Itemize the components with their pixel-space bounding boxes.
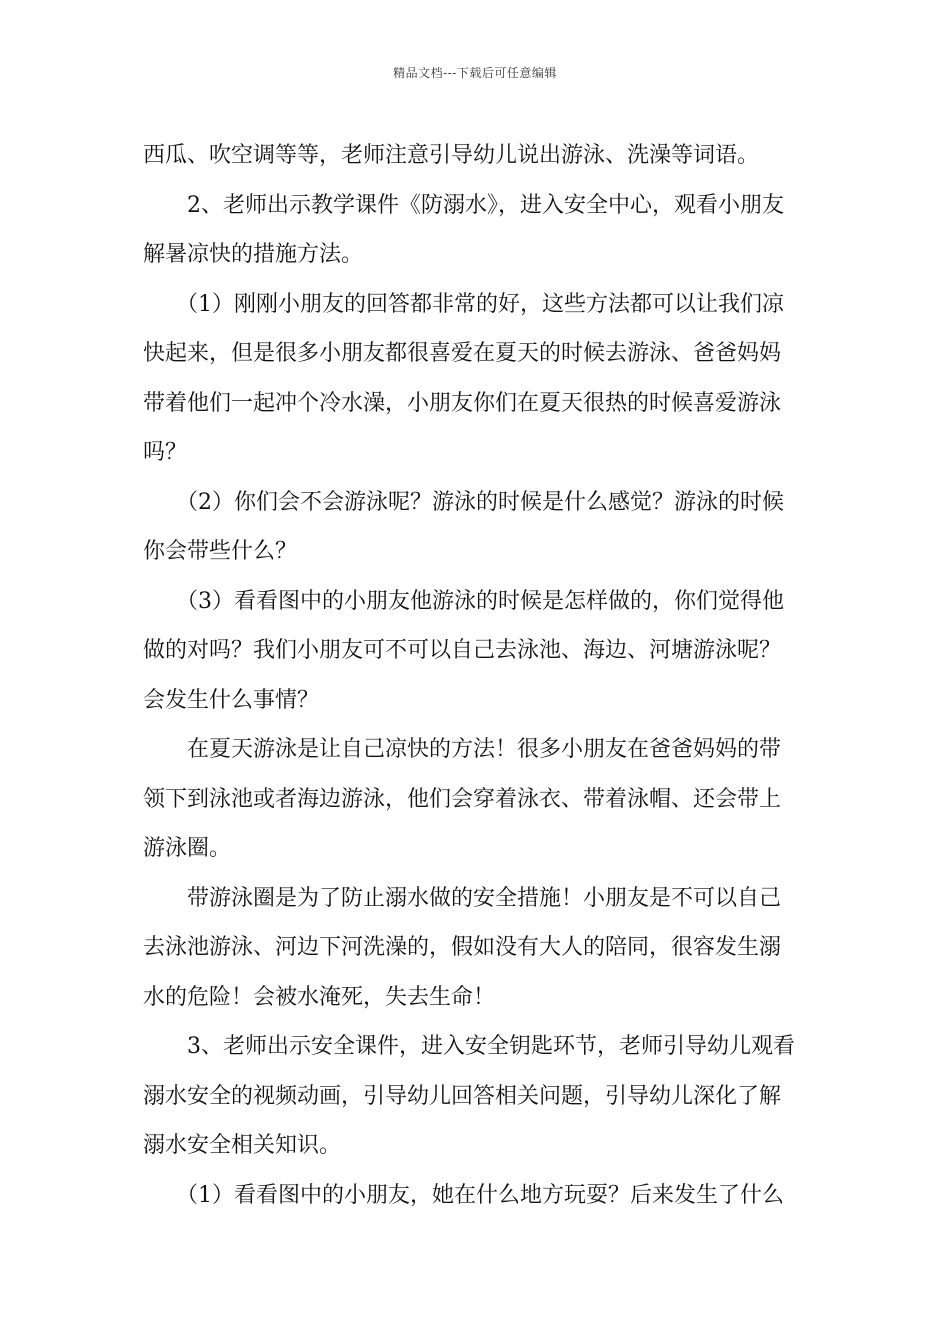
- text-line: 2、老师出示教学课件《防溺水》，进入安全中心，观看小朋友: [143, 192, 784, 218]
- text-line: 会发生什么事情？: [143, 687, 320, 713]
- text-line: 溺水安全的视频动画，引导幼儿回答相关问题，引导幼儿深化了解: [143, 1083, 782, 1109]
- text-line: 快起来，但是很多小朋友都很喜爱在夏天的时候去游泳、爸爸妈妈: [143, 341, 782, 366]
- text-line: 领下到泳池或者海边游泳，他们会穿着泳衣、带着泳帽、还会带上: [143, 786, 782, 812]
- text-line: 3、老师出示安全课件，进入安全钥匙环节，老师引导幼儿观看: [143, 1034, 795, 1059]
- text-line: （3）看看图中的小朋友他游泳的时候是怎样做的，你们觉得他: [143, 588, 784, 614]
- document-body: [143, 131, 807, 1220]
- text-line: 西瓜、吹空调等等，老师注意引导幼儿说出游泳、洗澡等词语。: [143, 143, 760, 168]
- text-line: 去泳池游泳、河边下河洗澡的，假如没有大人的陪同，很容发生溺: [143, 935, 782, 960]
- text-line: （2）你们会不会游泳呢？游泳的时候是什么感觉？游泳的时候: [143, 489, 784, 515]
- text-line: （1）看看图中的小朋友，她在什么地方玩耍？后来发生了什么: [143, 1182, 784, 1208]
- text-line: 水的危险！会被水淹死，失去生命！: [143, 984, 496, 1010]
- page-header: 精品文档---下载后可任意编辑: [393, 66, 557, 80]
- text-line: 游泳圈。: [143, 836, 232, 861]
- text-line: 你会带些什么？: [143, 539, 298, 564]
- text-line: 做的对吗？我们小朋友可不可以自己去泳池、海边、河塘游泳呢？: [143, 638, 782, 663]
- text-line: 在夏天游泳是让自己凉快的方法！很多小朋友在爸爸妈妈的带: [143, 737, 782, 762]
- text-line: 溺水安全相关知识。: [143, 1133, 342, 1158]
- text-line: 吗？: [143, 440, 188, 465]
- text-line: 带着他们一起冲个冷水澡，小朋友你们在夏天很热的时候喜爱游泳: [143, 390, 782, 416]
- text-line: 带游泳圈是为了防止溺水做的安全措施！小朋友是不可以自己: [143, 885, 782, 911]
- text-line: （1）刚刚小朋友的回答都非常的好，这些方法都可以让我们凉: [143, 291, 784, 317]
- text-line: 解暑凉快的措施方法。: [143, 242, 364, 267]
